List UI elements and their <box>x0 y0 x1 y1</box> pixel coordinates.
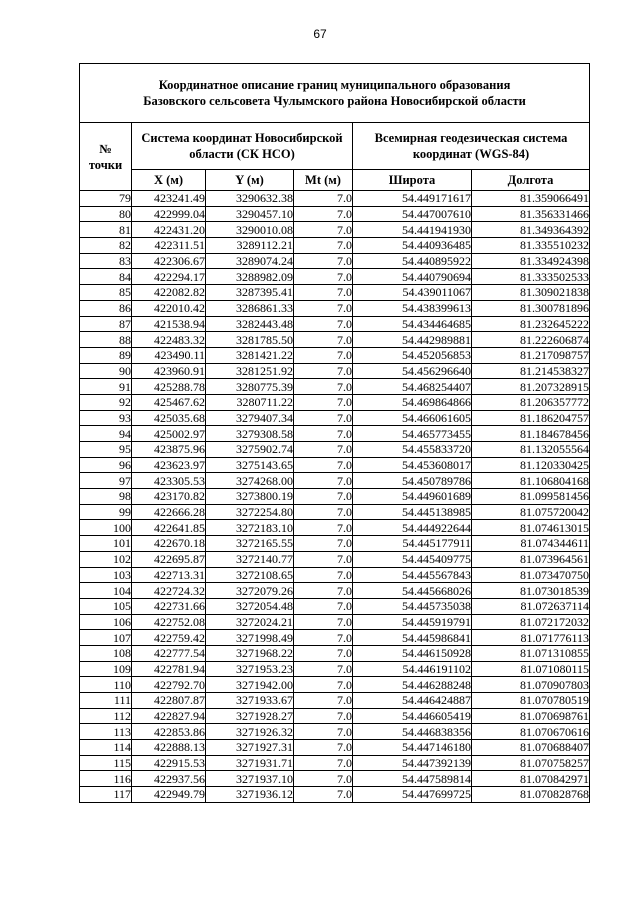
y-cell: 3271927.31 <box>206 740 294 756</box>
table-row <box>80 614 590 630</box>
latitude-cell: 54.446150928 <box>353 645 472 661</box>
longitude-cell: 81.217098757 <box>472 347 590 363</box>
table-row <box>80 332 590 348</box>
mt-cell: 7.0 <box>294 661 353 677</box>
latitude-cell: 54.453608017 <box>353 457 472 473</box>
point-number-cell: 90 <box>80 363 132 379</box>
table-row <box>80 755 590 771</box>
header-nso-system <box>132 123 353 170</box>
point-number-cell: 99 <box>80 504 132 520</box>
header-point-number <box>80 123 132 191</box>
mt-cell: 7.0 <box>294 206 353 222</box>
point-number-cell: 87 <box>80 316 132 332</box>
table-row <box>80 630 590 646</box>
longitude-cell: 81.300781896 <box>472 300 590 316</box>
latitude-cell: 54.445409775 <box>353 551 472 567</box>
latitude-cell: 54.440790694 <box>353 269 472 285</box>
latitude-cell: 54.445177911 <box>353 536 472 552</box>
x-cell: 422641.85 <box>132 520 206 536</box>
latitude-cell: 54.441941930 <box>353 222 472 238</box>
latitude-cell: 54.445138985 <box>353 504 472 520</box>
mt-cell: 7.0 <box>294 504 353 520</box>
longitude-cell: 81.073964561 <box>472 551 590 567</box>
y-cell: 3280711.22 <box>206 394 294 410</box>
table-row <box>80 520 590 536</box>
latitude-cell: 54.449601689 <box>353 489 472 505</box>
latitude-cell: 54.447589814 <box>353 771 472 787</box>
latitude-cell: 54.447699725 <box>353 787 472 803</box>
mt-cell: 7.0 <box>294 238 353 254</box>
x-cell: 423170.82 <box>132 489 206 505</box>
y-cell: 3290632.38 <box>206 191 294 207</box>
table-row <box>80 394 590 410</box>
longitude-cell: 81.106804168 <box>472 473 590 489</box>
longitude-cell: 81.356331466 <box>472 206 590 222</box>
table-row <box>80 504 590 520</box>
longitude-cell: 81.309021838 <box>472 285 590 301</box>
point-number-cell: 107 <box>80 630 132 646</box>
mt-cell: 7.0 <box>294 222 353 238</box>
y-cell: 3271998.49 <box>206 630 294 646</box>
longitude-cell: 81.073470750 <box>472 567 590 583</box>
longitude-cell: 81.120330425 <box>472 457 590 473</box>
x-cell: 422752.08 <box>132 614 206 630</box>
y-cell: 3281785.50 <box>206 332 294 348</box>
x-cell: 422731.66 <box>132 598 206 614</box>
y-cell: 3272108.65 <box>206 567 294 583</box>
mt-cell: 7.0 <box>294 677 353 693</box>
x-cell: 422666.28 <box>132 504 206 520</box>
y-cell: 3272079.26 <box>206 583 294 599</box>
point-number-cell: 115 <box>80 755 132 771</box>
header-wgs-line1: Всемирная геодезическая система <box>374 131 568 145</box>
x-cell: 422311.51 <box>132 238 206 254</box>
point-number-cell: 106 <box>80 614 132 630</box>
x-cell: 422777.54 <box>132 645 206 661</box>
point-number-cell: 117 <box>80 787 132 803</box>
table-row <box>80 661 590 677</box>
y-cell: 3275902.74 <box>206 442 294 458</box>
table-row <box>80 285 590 301</box>
latitude-cell: 54.450789786 <box>353 473 472 489</box>
mt-cell: 7.0 <box>294 363 353 379</box>
y-cell: 3271928.27 <box>206 708 294 724</box>
mt-cell: 7.0 <box>294 316 353 332</box>
x-cell: 425002.97 <box>132 426 206 442</box>
point-number-cell: 113 <box>80 724 132 740</box>
point-number-cell: 86 <box>80 300 132 316</box>
y-cell: 3289074.24 <box>206 253 294 269</box>
longitude-cell: 81.073018539 <box>472 583 590 599</box>
mt-cell: 7.0 <box>294 551 353 567</box>
mt-cell: 7.0 <box>294 191 353 207</box>
longitude-cell: 81.070828768 <box>472 787 590 803</box>
header-wgs-system <box>353 123 590 170</box>
latitude-cell: 54.434464685 <box>353 316 472 332</box>
x-cell: 422431.20 <box>132 222 206 238</box>
table-row <box>80 253 590 269</box>
y-cell: 3271968.22 <box>206 645 294 661</box>
longitude-cell: 81.070758257 <box>472 755 590 771</box>
longitude-cell: 81.132055564 <box>472 442 590 458</box>
table-row <box>80 598 590 614</box>
latitude-cell: 54.445735038 <box>353 598 472 614</box>
table-row <box>80 787 590 803</box>
mt-cell: 7.0 <box>294 771 353 787</box>
x-cell: 422807.87 <box>132 693 206 709</box>
point-number-cell: 102 <box>80 551 132 567</box>
y-cell: 3274268.00 <box>206 473 294 489</box>
y-cell: 3288982.09 <box>206 269 294 285</box>
y-cell: 3281421.22 <box>206 347 294 363</box>
longitude-cell: 81.334924398 <box>472 253 590 269</box>
longitude-cell: 81.333502533 <box>472 269 590 285</box>
mt-cell: 7.0 <box>294 724 353 740</box>
table-row <box>80 583 590 599</box>
mt-cell: 7.0 <box>294 410 353 426</box>
table-row <box>80 489 590 505</box>
latitude-cell: 54.465773455 <box>353 426 472 442</box>
mt-cell: 7.0 <box>294 708 353 724</box>
point-number-cell: 109 <box>80 661 132 677</box>
header-point-number-line1: № <box>99 141 112 156</box>
y-cell: 3286861.33 <box>206 300 294 316</box>
y-cell: 3271937.10 <box>206 771 294 787</box>
mt-cell: 7.0 <box>294 755 353 771</box>
point-number-cell: 89 <box>80 347 132 363</box>
table-body <box>80 191 590 803</box>
longitude-cell: 81.222606874 <box>472 332 590 348</box>
y-cell: 3290010.08 <box>206 222 294 238</box>
x-cell: 422827.94 <box>132 708 206 724</box>
y-cell: 3272140.77 <box>206 551 294 567</box>
latitude-cell: 54.446424887 <box>353 693 472 709</box>
x-cell: 422306.67 <box>132 253 206 269</box>
x-cell: 425035.68 <box>132 410 206 426</box>
longitude-cell: 81.074613015 <box>472 520 590 536</box>
mt-cell: 7.0 <box>294 598 353 614</box>
table-row <box>80 536 590 552</box>
y-cell: 3271931.71 <box>206 755 294 771</box>
x-cell: 422082.82 <box>132 285 206 301</box>
longitude-cell: 81.214538327 <box>472 363 590 379</box>
point-number-cell: 100 <box>80 520 132 536</box>
latitude-cell: 54.445919791 <box>353 614 472 630</box>
point-number-cell: 114 <box>80 740 132 756</box>
latitude-cell: 54.445668026 <box>353 583 472 599</box>
table-row <box>80 238 590 254</box>
latitude-cell: 54.445567843 <box>353 567 472 583</box>
point-number-cell: 83 <box>80 253 132 269</box>
table-row <box>80 645 590 661</box>
table-row <box>80 740 590 756</box>
x-cell: 423305.53 <box>132 473 206 489</box>
point-number-cell: 94 <box>80 426 132 442</box>
y-cell: 3271942.00 <box>206 677 294 693</box>
latitude-cell: 54.466061605 <box>353 410 472 426</box>
mt-cell: 7.0 <box>294 787 353 803</box>
table-row <box>80 567 590 583</box>
longitude-cell: 81.335510232 <box>472 238 590 254</box>
longitude-cell: 81.349364392 <box>472 222 590 238</box>
y-cell: 3272024.21 <box>206 614 294 630</box>
point-number-cell: 112 <box>80 708 132 724</box>
table-row <box>80 222 590 238</box>
header-latitude: Широта <box>353 170 472 191</box>
table-row <box>80 191 590 207</box>
y-cell: 3281251.92 <box>206 363 294 379</box>
x-cell: 423623.97 <box>132 457 206 473</box>
x-cell: 422010.42 <box>132 300 206 316</box>
longitude-cell: 81.207328915 <box>472 379 590 395</box>
table-title-line1: Координатное описание границ муниципального образования <box>158 78 511 92</box>
point-number-cell: 108 <box>80 645 132 661</box>
mt-cell: 7.0 <box>294 489 353 505</box>
mt-cell: 7.0 <box>294 332 353 348</box>
point-number-cell: 103 <box>80 567 132 583</box>
table-row <box>80 410 590 426</box>
y-cell: 3279308.58 <box>206 426 294 442</box>
mt-cell: 7.0 <box>294 583 353 599</box>
point-number-cell: 104 <box>80 583 132 599</box>
mt-cell: 7.0 <box>294 614 353 630</box>
mt-cell: 7.0 <box>294 457 353 473</box>
x-cell: 422759.42 <box>132 630 206 646</box>
x-cell: 422670.18 <box>132 536 206 552</box>
point-number-cell: 91 <box>80 379 132 395</box>
point-number-cell: 79 <box>80 191 132 207</box>
header-point-number-line2: точки <box>88 157 123 172</box>
mt-cell: 7.0 <box>294 473 353 489</box>
x-cell: 425467.62 <box>132 394 206 410</box>
y-cell: 3290457.10 <box>206 206 294 222</box>
header-wgs-line2: координат (WGS-84) <box>412 147 530 161</box>
y-cell: 3282443.48 <box>206 316 294 332</box>
y-cell: 3271936.12 <box>206 787 294 803</box>
x-cell: 422915.53 <box>132 755 206 771</box>
x-cell: 423490.11 <box>132 347 206 363</box>
mt-cell: 7.0 <box>294 442 353 458</box>
point-number-cell: 84 <box>80 269 132 285</box>
y-cell: 3272183.10 <box>206 520 294 536</box>
longitude-cell: 81.070842971 <box>472 771 590 787</box>
x-cell: 422937.56 <box>132 771 206 787</box>
latitude-cell: 54.447146180 <box>353 740 472 756</box>
point-number-cell: 105 <box>80 598 132 614</box>
point-number-cell: 82 <box>80 238 132 254</box>
latitude-cell: 54.445986841 <box>353 630 472 646</box>
longitude-cell: 81.072637114 <box>472 598 590 614</box>
mt-cell: 7.0 <box>294 379 353 395</box>
y-cell: 3279407.34 <box>206 410 294 426</box>
latitude-cell: 54.444922644 <box>353 520 472 536</box>
longitude-cell: 81.070688407 <box>472 740 590 756</box>
longitude-cell: 81.072172032 <box>472 614 590 630</box>
table-row <box>80 269 590 285</box>
longitude-cell: 81.099581456 <box>472 489 590 505</box>
header-mt: Mt (м) <box>294 170 353 191</box>
y-cell: 3272254.80 <box>206 504 294 520</box>
table-row <box>80 347 590 363</box>
point-number-cell: 101 <box>80 536 132 552</box>
header-nso-line2: области (СК НСО) <box>189 147 295 161</box>
x-cell: 423875.96 <box>132 442 206 458</box>
longitude-cell: 81.070780519 <box>472 693 590 709</box>
longitude-cell: 81.206357772 <box>472 394 590 410</box>
point-number-cell: 97 <box>80 473 132 489</box>
table-title <box>80 64 590 123</box>
x-cell: 422713.31 <box>132 567 206 583</box>
y-cell: 3271933.67 <box>206 693 294 709</box>
y-cell: 3287395.41 <box>206 285 294 301</box>
header-longitude: Долгота <box>472 170 590 191</box>
table-row <box>80 677 590 693</box>
page-number: 67 <box>313 27 327 41</box>
latitude-cell: 54.446288248 <box>353 677 472 693</box>
longitude-cell: 81.359066491 <box>472 191 590 207</box>
x-cell: 422792.70 <box>132 677 206 693</box>
table-row <box>80 724 590 740</box>
latitude-cell: 54.449171617 <box>353 191 472 207</box>
point-number-cell: 92 <box>80 394 132 410</box>
point-number-cell: 95 <box>80 442 132 458</box>
mt-cell: 7.0 <box>294 426 353 442</box>
x-cell: 422695.87 <box>132 551 206 567</box>
x-cell: 422949.79 <box>132 787 206 803</box>
x-cell: 422294.17 <box>132 269 206 285</box>
y-cell: 3273800.19 <box>206 489 294 505</box>
latitude-cell: 54.446838356 <box>353 724 472 740</box>
x-cell: 423960.91 <box>132 363 206 379</box>
latitude-cell: 54.446191102 <box>353 661 472 677</box>
header-x: X (м) <box>132 170 206 191</box>
latitude-cell: 54.469864866 <box>353 394 472 410</box>
y-cell: 3271953.23 <box>206 661 294 677</box>
y-cell: 3289112.21 <box>206 238 294 254</box>
longitude-cell: 81.186204757 <box>472 410 590 426</box>
table-row <box>80 473 590 489</box>
header-nso-line1: Система координат Новосибирской <box>141 131 343 145</box>
point-number-cell: 98 <box>80 489 132 505</box>
latitude-cell: 54.440936485 <box>353 238 472 254</box>
point-number-cell: 80 <box>80 206 132 222</box>
longitude-cell: 81.071776113 <box>472 630 590 646</box>
mt-cell: 7.0 <box>294 567 353 583</box>
mt-cell: 7.0 <box>294 394 353 410</box>
longitude-cell: 81.071310855 <box>472 645 590 661</box>
y-cell: 3272054.48 <box>206 598 294 614</box>
mt-cell: 7.0 <box>294 536 353 552</box>
longitude-cell: 81.070670616 <box>472 724 590 740</box>
x-cell: 422888.13 <box>132 740 206 756</box>
table-row <box>80 551 590 567</box>
header-y: Y (м) <box>206 170 294 191</box>
mt-cell: 7.0 <box>294 285 353 301</box>
mt-cell: 7.0 <box>294 520 353 536</box>
x-cell: 422724.32 <box>132 583 206 599</box>
latitude-cell: 54.455833720 <box>353 442 472 458</box>
y-cell: 3275143.65 <box>206 457 294 473</box>
latitude-cell: 54.447392139 <box>353 755 472 771</box>
latitude-cell: 54.446605419 <box>353 708 472 724</box>
y-cell: 3271926.32 <box>206 724 294 740</box>
point-number-cell: 96 <box>80 457 132 473</box>
mt-cell: 7.0 <box>294 300 353 316</box>
latitude-cell: 54.452056853 <box>353 347 472 363</box>
longitude-cell: 81.184678456 <box>472 426 590 442</box>
latitude-cell: 54.438399613 <box>353 300 472 316</box>
longitude-cell: 81.070907803 <box>472 677 590 693</box>
x-cell: 422781.94 <box>132 661 206 677</box>
y-cell: 3280775.39 <box>206 379 294 395</box>
mt-cell: 7.0 <box>294 630 353 646</box>
mt-cell: 7.0 <box>294 253 353 269</box>
mt-cell: 7.0 <box>294 740 353 756</box>
latitude-cell: 54.468254407 <box>353 379 472 395</box>
point-number-cell: 85 <box>80 285 132 301</box>
mt-cell: 7.0 <box>294 645 353 661</box>
point-number-cell: 88 <box>80 332 132 348</box>
table-row <box>80 771 590 787</box>
x-cell: 422999.04 <box>132 206 206 222</box>
x-cell: 421538.94 <box>132 316 206 332</box>
latitude-cell: 54.447007610 <box>353 206 472 222</box>
table-row <box>80 363 590 379</box>
table-row <box>80 206 590 222</box>
table-row <box>80 442 590 458</box>
point-number-cell: 110 <box>80 677 132 693</box>
table-row <box>80 426 590 442</box>
point-number-cell: 111 <box>80 693 132 709</box>
latitude-cell: 54.440895922 <box>353 253 472 269</box>
longitude-cell: 81.232645222 <box>472 316 590 332</box>
latitude-cell: 54.456296640 <box>353 363 472 379</box>
mt-cell: 7.0 <box>294 347 353 363</box>
y-cell: 3272165.55 <box>206 536 294 552</box>
mt-cell: 7.0 <box>294 269 353 285</box>
latitude-cell: 54.442989881 <box>353 332 472 348</box>
x-cell: 422853.86 <box>132 724 206 740</box>
coordinates-table <box>79 63 590 803</box>
latitude-cell: 54.439011067 <box>353 285 472 301</box>
table-row <box>80 300 590 316</box>
x-cell: 422483.32 <box>132 332 206 348</box>
table-row <box>80 693 590 709</box>
longitude-cell: 81.075720042 <box>472 504 590 520</box>
longitude-cell: 81.074344611 <box>472 536 590 552</box>
x-cell: 423241.49 <box>132 191 206 207</box>
longitude-cell: 81.071080115 <box>472 661 590 677</box>
x-cell: 425288.78 <box>132 379 206 395</box>
point-number-cell: 81 <box>80 222 132 238</box>
table-row <box>80 457 590 473</box>
table-row <box>80 379 590 395</box>
longitude-cell: 81.070698761 <box>472 708 590 724</box>
table-row <box>80 316 590 332</box>
point-number-cell: 93 <box>80 410 132 426</box>
mt-cell: 7.0 <box>294 693 353 709</box>
table-row <box>80 708 590 724</box>
table-title-line2: Базовского сельсовета Чулымского района Новосибирской области <box>143 94 526 108</box>
point-number-cell: 116 <box>80 771 132 787</box>
